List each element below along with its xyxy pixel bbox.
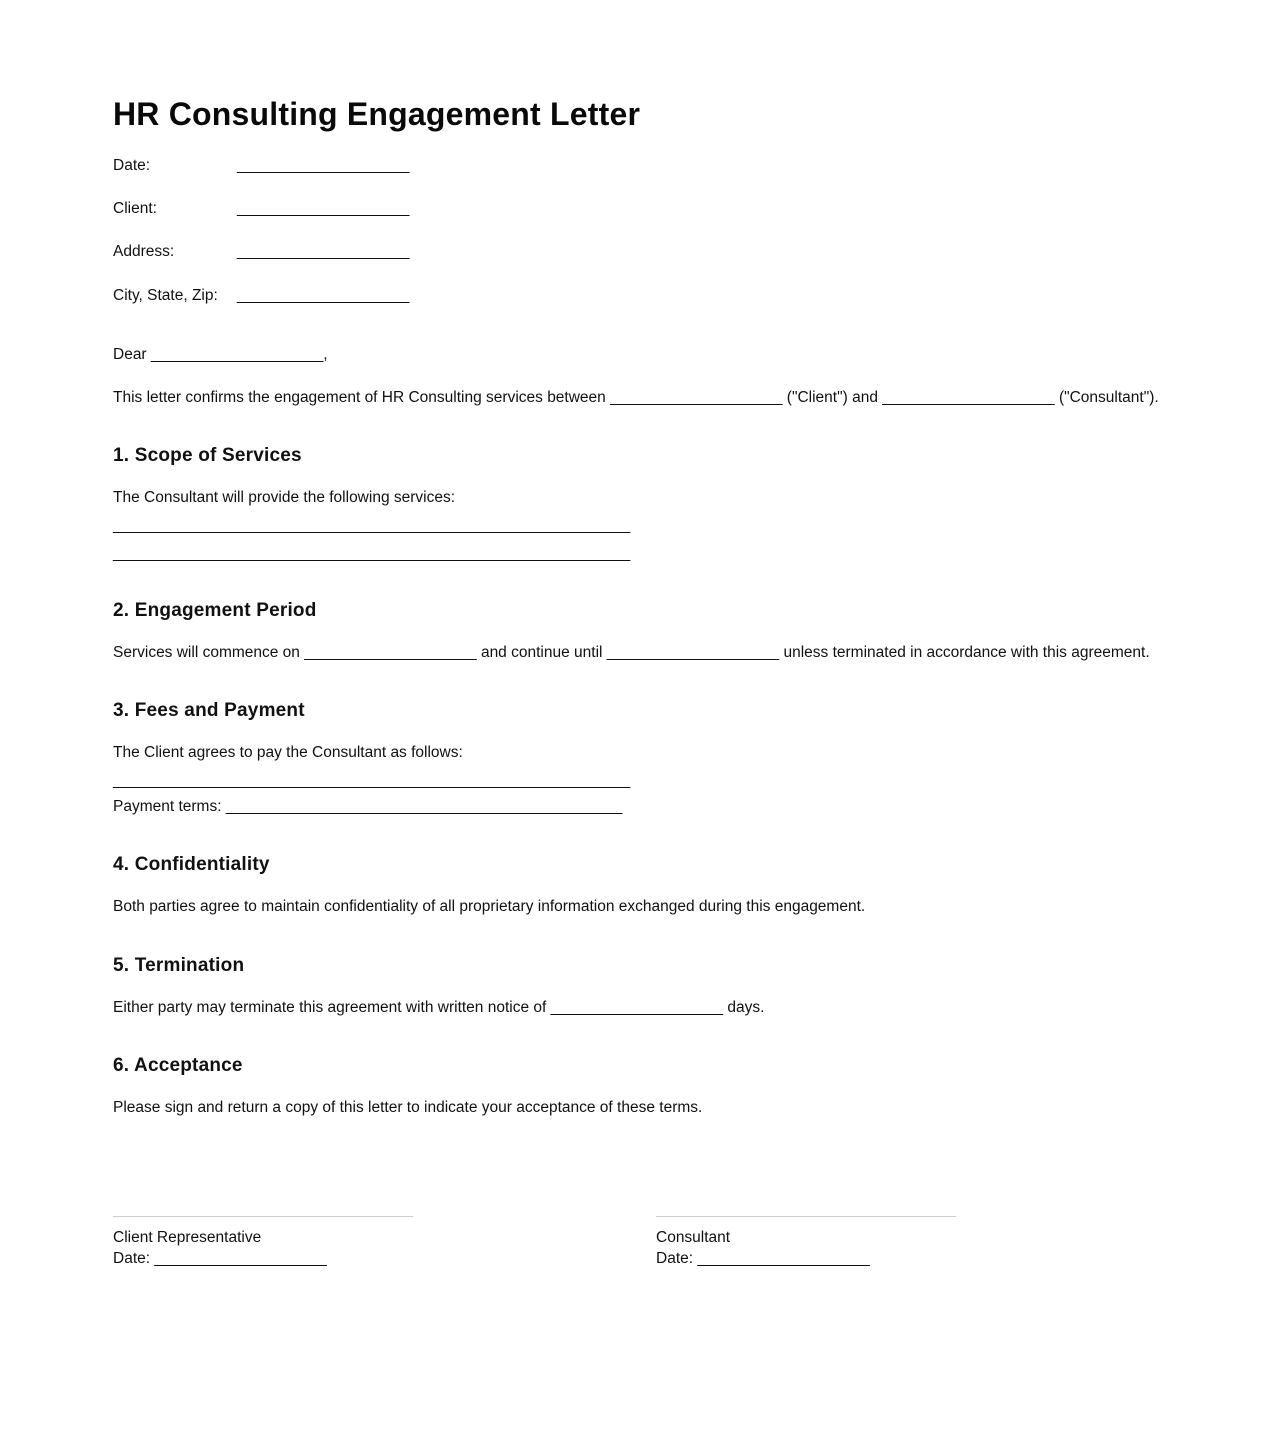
confidentiality-text: Both parties agree to maintain confidentiality of all proprietary information exchanged during this engagement. bbox=[113, 898, 866, 915]
address-blank[interactable]: ____________________ bbox=[237, 243, 410, 260]
client-signature-name: Client Representative bbox=[113, 1229, 262, 1246]
date-blank[interactable]: ____________________ bbox=[237, 157, 410, 174]
section-heading-confidentiality: 4. Confidentiality bbox=[113, 854, 270, 875]
intro-paragraph: This letter confirms the engagement of HR Consulting services between ____________________ ("Client") and ____________________ ("Consultant"). bbox=[113, 389, 1159, 406]
scope-text: The Consultant will provide the following services: bbox=[113, 489, 456, 506]
payment-terms: Payment terms: ______________________________________________ bbox=[113, 798, 623, 815]
city-state-zip-field bbox=[113, 286, 409, 306]
termination-text: Either party may terminate this agreement with written notice of ____________________ days. bbox=[113, 999, 765, 1016]
engagement-period-text: Services will commence on ____________________ and continue until ____________________ unless terminated in accordance with this agreement. bbox=[113, 644, 1150, 661]
client-signature-block bbox=[113, 1216, 413, 1269]
client-blank[interactable]: ____________________ bbox=[237, 200, 410, 217]
client-label: Client: bbox=[113, 200, 157, 217]
page-title: HR Consulting Engagement Letter bbox=[113, 96, 641, 132]
city-state-zip-blank[interactable]: ____________________ bbox=[237, 287, 410, 304]
section-heading-engagement-period: 2. Engagement Period bbox=[113, 600, 317, 621]
date-field bbox=[113, 156, 409, 176]
client-signature-date: Date: ____________________ bbox=[113, 1250, 327, 1267]
city-state-zip-label: City, State, Zip: bbox=[113, 287, 218, 304]
date-label: Date: bbox=[113, 157, 151, 174]
fees-blank-line[interactable]: ____________________________________________________________ bbox=[113, 772, 631, 789]
section-heading-scope: 1. Scope of Services bbox=[113, 445, 302, 466]
consultant-signature-name: Consultant bbox=[656, 1229, 731, 1246]
salutation: Dear ____________________, bbox=[113, 346, 328, 363]
consultant-signature-date: Date: ____________________ bbox=[656, 1250, 870, 1267]
section-heading-termination: 5. Termination bbox=[113, 955, 245, 976]
client-field bbox=[113, 199, 409, 219]
acceptance-text: Please sign and return a copy of this letter to indicate your acceptance of these terms. bbox=[113, 1099, 703, 1116]
fees-text: The Client agrees to pay the Consultant as follows: bbox=[113, 744, 463, 761]
consultant-signature-line[interactable] bbox=[656, 1216, 956, 1217]
section-heading-fees: 3. Fees and Payment bbox=[113, 700, 305, 721]
address-label: Address: bbox=[113, 243, 175, 260]
scope-blank-line-2[interactable]: ____________________________________________________________ bbox=[113, 545, 631, 562]
scope-blank-line-1[interactable]: ____________________________________________________________ bbox=[113, 517, 631, 534]
client-signature-line[interactable] bbox=[113, 1216, 413, 1217]
consultant-signature-block bbox=[656, 1216, 956, 1269]
section-heading-acceptance: 6. Acceptance bbox=[113, 1055, 243, 1076]
address-field bbox=[113, 242, 409, 262]
